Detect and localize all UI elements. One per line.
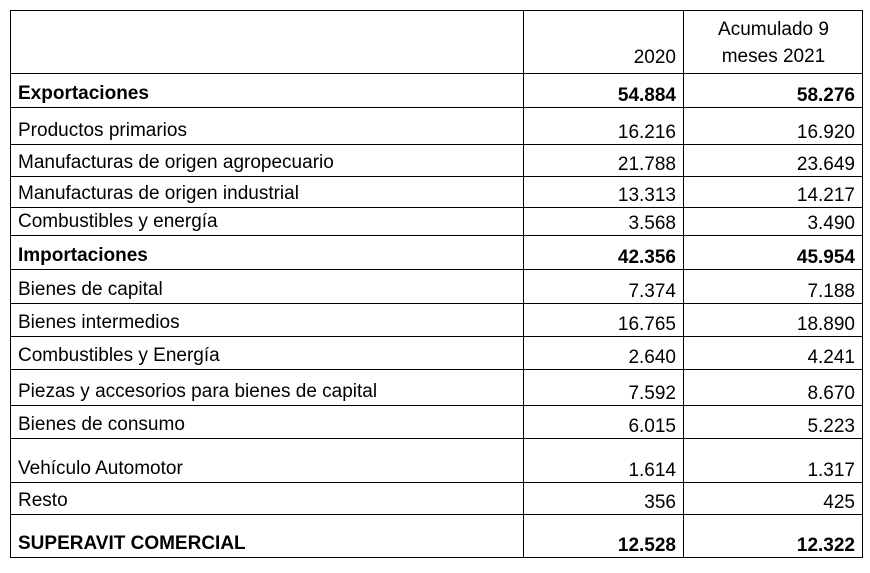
row-label: Manufacturas de origen agropecuario <box>11 145 524 177</box>
table-row <box>11 304 863 337</box>
table-row <box>11 337 863 370</box>
row-value-2020: 54.884 <box>524 74 684 108</box>
row-label: Bienes de consumo <box>11 406 524 439</box>
table-row <box>11 236 863 270</box>
row-value-2020: 1.614 <box>524 439 684 483</box>
row-value-2021: 14.217 <box>684 177 863 208</box>
row-value-2020: 13.313 <box>524 177 684 208</box>
trade-balance-table <box>10 10 863 558</box>
row-label: Combustibles y energía <box>11 208 524 236</box>
row-value-2021: 7.188 <box>684 270 863 304</box>
row-value-2021: 1.317 <box>684 439 863 483</box>
row-value-2021: 8.670 <box>684 370 863 406</box>
table-row <box>11 515 863 558</box>
row-value-2021: 58.276 <box>684 74 863 108</box>
row-value-2021: 12.322 <box>684 515 863 558</box>
header-accumulated-line1: Acumulado 9 <box>718 19 829 40</box>
row-label: Productos primarios <box>11 108 524 145</box>
table-row <box>11 439 863 483</box>
table-row <box>11 208 863 236</box>
row-label: Manufacturas de origen industrial <box>11 177 524 208</box>
row-value-2020: 16.216 <box>524 108 684 145</box>
row-label: Vehículo Automotor <box>11 439 524 483</box>
row-value-2020: 6.015 <box>524 406 684 439</box>
row-value-2021: 425 <box>684 483 863 515</box>
table-row <box>11 74 863 108</box>
header-2020: 2020 <box>524 11 684 74</box>
row-value-2020: 7.592 <box>524 370 684 406</box>
row-label: Piezas y accesorios para bienes de capital <box>11 370 524 406</box>
row-value-2020: 3.568 <box>524 208 684 236</box>
table-row <box>11 177 863 208</box>
header-row <box>11 11 863 74</box>
row-value-2020: 21.788 <box>524 145 684 177</box>
row-label: Bienes de capital <box>11 270 524 304</box>
table-row <box>11 145 863 177</box>
row-label: Resto <box>11 483 524 515</box>
table-row <box>11 406 863 439</box>
row-label: Exportaciones <box>11 74 524 108</box>
table-row <box>11 370 863 406</box>
row-label: Combustibles y Energía <box>11 337 524 370</box>
row-value-2021: 3.490 <box>684 208 863 236</box>
header-label-cell <box>11 11 524 74</box>
row-label: Importaciones <box>11 236 524 270</box>
row-value-2020: 356 <box>524 483 684 515</box>
row-value-2021: 16.920 <box>684 108 863 145</box>
row-value-2020: 2.640 <box>524 337 684 370</box>
row-value-2021: 5.223 <box>684 406 863 439</box>
header-accumulated-2021 <box>684 11 863 74</box>
table-row <box>11 270 863 304</box>
row-value-2021: 45.954 <box>684 236 863 270</box>
row-value-2021: 23.649 <box>684 145 863 177</box>
table-row <box>11 483 863 515</box>
row-value-2020: 7.374 <box>524 270 684 304</box>
header-accumulated-line2: meses 2021 <box>721 46 826 67</box>
row-label: Bienes intermedios <box>11 304 524 337</box>
row-value-2020: 42.356 <box>524 236 684 270</box>
row-value-2021: 4.241 <box>684 337 863 370</box>
row-value-2020: 12.528 <box>524 515 684 558</box>
table-row <box>11 108 863 145</box>
row-label: SUPERAVIT COMERCIAL <box>11 515 524 558</box>
row-value-2020: 16.765 <box>524 304 684 337</box>
row-value-2021: 18.890 <box>684 304 863 337</box>
